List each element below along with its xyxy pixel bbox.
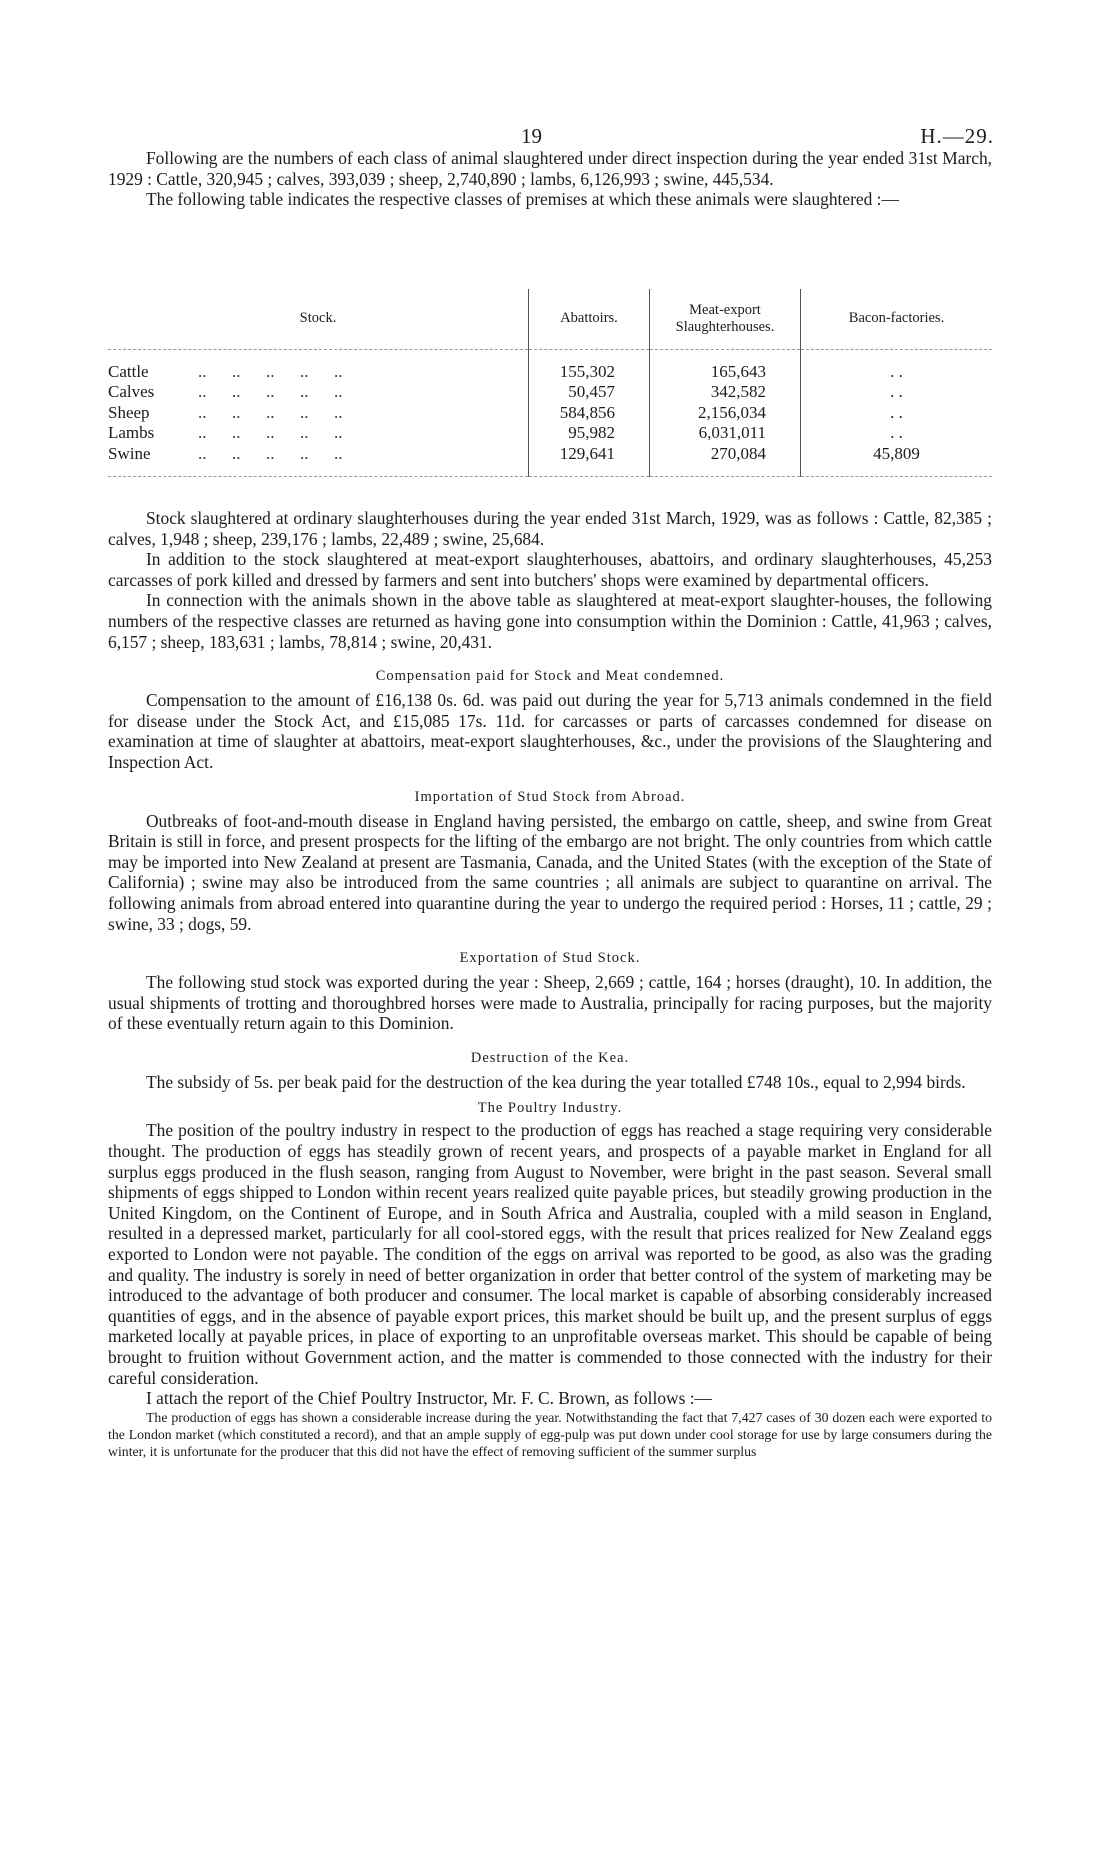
paragraph: Outbreaks of foot-and-mouth disease in England having persisted, the embargo on cattle, sheep, and swine from Great Britain is still in force, and present prospects for the lifting of the embargo are not bright. The only countries from which cattle may be imported into New Zealand at present are Tasmania, Canada, and the United States (with the exception of the State of California) ; swine may also be introduced from the same countries ; all animals are subject to quarantine on arrival. The following animals from abroad entered into quarantine during the year to undergo the required period : Horses, 11 ; cattle, 29 ; swine, 33 ; dogs, 59. [108,810,992,934]
dot-leader: .. .. .. .. .. [198,382,343,401]
bacon-value: . . [801,382,993,403]
paragraph: The following stud stock was exported during the year : Sheep, 2,669 ; cattle, 164 ; horses (draught), 10. In addition, the usual shipments of trotting and thoroughbred horses were made to Australia, principally for racing purposes, but the majority of these eventually return again to this Dominion. [108,972,992,1034]
meat-export-value: 6,031,011 [650,423,801,444]
bacon-value: . . [801,362,993,383]
section-heading-poultry: The Poultry Industry. [477,1100,623,1117]
stock-name: Calves [108,382,155,401]
abattoirs-value: 584,856 [529,403,650,424]
section-heading-compensation: Compensation paid for Stock and Meat condemned. [375,668,725,685]
meat-export-value: 165,643 [650,362,801,383]
col-header-stock: Stock. [108,289,529,349]
dot-leader: .. .. .. .. .. [198,361,343,381]
slaughter-premises-table [108,289,992,477]
bacon-value: . . [801,403,993,424]
table-row [108,382,992,403]
dot-leader: .. .. .. .. .. [198,423,343,442]
stock-name: Swine [108,443,151,463]
intro-paragraph-2: The following table indicates the respective classes of premises at which these animals were slaughtered :— [146,189,899,210]
meat-export-value: 2,156,034 [650,403,801,424]
col-header-abattoirs: Abattoirs. [529,289,650,349]
paragraph: In connection with the animals shown in the above table as slaughtered at meat-export slaughter-houses, the following numbers of the respective classes are returned as having gone into consumption within the Dominion : Cattle, 41,963 ; calves, 6,157 ; sheep, 183,631 ; lambs, 78,814 ; swine, 20,431. [108,590,992,652]
paragraph: I attach the report of the Chief Poultry Instructor, Mr. F. C. Brown, as follows :— [146,1388,712,1409]
table-row [108,362,992,383]
intro-block [108,148,992,210]
report-excerpt: The production of eggs has shown a considerable increase during the year. Notwithstanding the fact that 7,427 cases of 30 dozen each were exported to the London market (which constituted a record), and that an ample supply of egg-pulp was put down under cool storage for use by large consumers during the winter, it is unfortunate for the producer that this did not have the effect of removing sufficient of the summer surplus [108,1409,992,1459]
paragraph: The position of the poultry industry in respect to the production of eggs has reached a stage requiring very considerable thought. The production of eggs has steadily grown of recent years, and prospects of a payable market in England for all surplus eggs produced in the flush season, ranging from August to November, were bright in the past season. Several small shipments of eggs shipped to London within recent years realized quite payable prices, but steadily growing production in the United Kingdom, on the Continent of Europe, and in South Africa and Australia, coupled with a mild season in England, resulted in a depressed market, particularly for all cool-stored eggs, with the result that prices realized for New Zealand eggs exported to London were not payable. The condition of the eggs on arrival was reported to be good, as also was the grading and quality. The industry is sorely in need of better organization in order that better control of the system of marketing may be introduced to the advantage of both producer and consumer. The local market is capable of absorbing considerably increased quantities of eggs, and in the absence of payable export prices, this market should be built up, and the present surplus of eggs marketed locally at payable prices, in place of exporting to an unprofitable overseas market. This should be capable of being brought to fruition without Government action, and the matter is commended to those connected with the industry for their careful consideration. [108,1120,992,1388]
dot-leader: .. .. .. .. .. [198,443,343,463]
paragraph: Compensation to the amount of £16,138 0s. 6d. was paid out during the year for 5,713 animals condemned in the field for disease under the Stock Act, and £15,085 17s. 11d. for carcasses or parts of carcasses condemned for disease on examination at time of slaughter at abattoirs, meat-export slaughterhouses, &c., under the provisions of the Slaughtering and Inspection Act. [108,690,992,772]
meat-export-value: 342,582 [650,382,801,403]
bacon-value: . . [801,423,993,444]
stock-name: Sheep [108,402,150,422]
dot-leader: .. .. .. .. .. [198,402,343,422]
table-row [108,403,992,424]
abattoirs-value: 155,302 [529,362,650,383]
stock-name: Cattle [108,361,149,381]
col-header-bacon: Bacon-factories. [801,289,993,349]
paragraph: Stock slaughtered at ordinary slaughterhouses during the year ended 31st March, 1929, was as follows : Cattle, 82,385 ; calves, 1,948 ; sheep, 239,176 ; lambs, 22,489 ; swine, 25,684. [108,508,992,549]
col-header-meat-export [650,289,801,349]
report-code: H.—29. [920,124,994,148]
stock-name: Lambs [108,423,155,442]
page-number: 19 [521,124,542,148]
paragraph: The subsidy of 5s. per beak paid for the destruction of the kea during the year totalled £748 10s., equal to 2,994 birds. [146,1071,966,1092]
meat-export-header-text: Meat-export Slaughterhouses. [675,301,775,335]
abattoirs-value: 129,641 [529,444,650,465]
section-heading-exportation: Exportation of Stud Stock. [459,950,641,967]
table-row [108,444,992,465]
table-row [108,423,992,444]
after-table-block [108,508,992,1460]
abattoirs-value: 95,982 [529,423,650,444]
section-heading-importation: Importation of Stud Stock from Abroad. [414,788,686,805]
abattoirs-value: 50,457 [529,382,650,403]
bacon-value: 45,809 [801,444,993,465]
intro-paragraph-1: Following are the numbers of each class of animal slaughtered under direct inspection during the year ended 31st March, 1929 : Cattle, 320,945 ; calves, 393,039 ; sheep, 2,740,890 ; lambs, 6,126,993 ; swine, 445,534. [108,148,992,189]
meat-export-value: 270,084 [650,444,801,465]
paragraph: In addition to the stock slaughtered at meat-export slaughterhouses, abattoirs, and ordinary slaughterhouses, 45,253 carcasses of pork killed and dressed by farmers and sent into butchers' shops were examined by departmental officers. [108,549,992,590]
section-heading-kea: Destruction of the Kea. [470,1049,630,1066]
